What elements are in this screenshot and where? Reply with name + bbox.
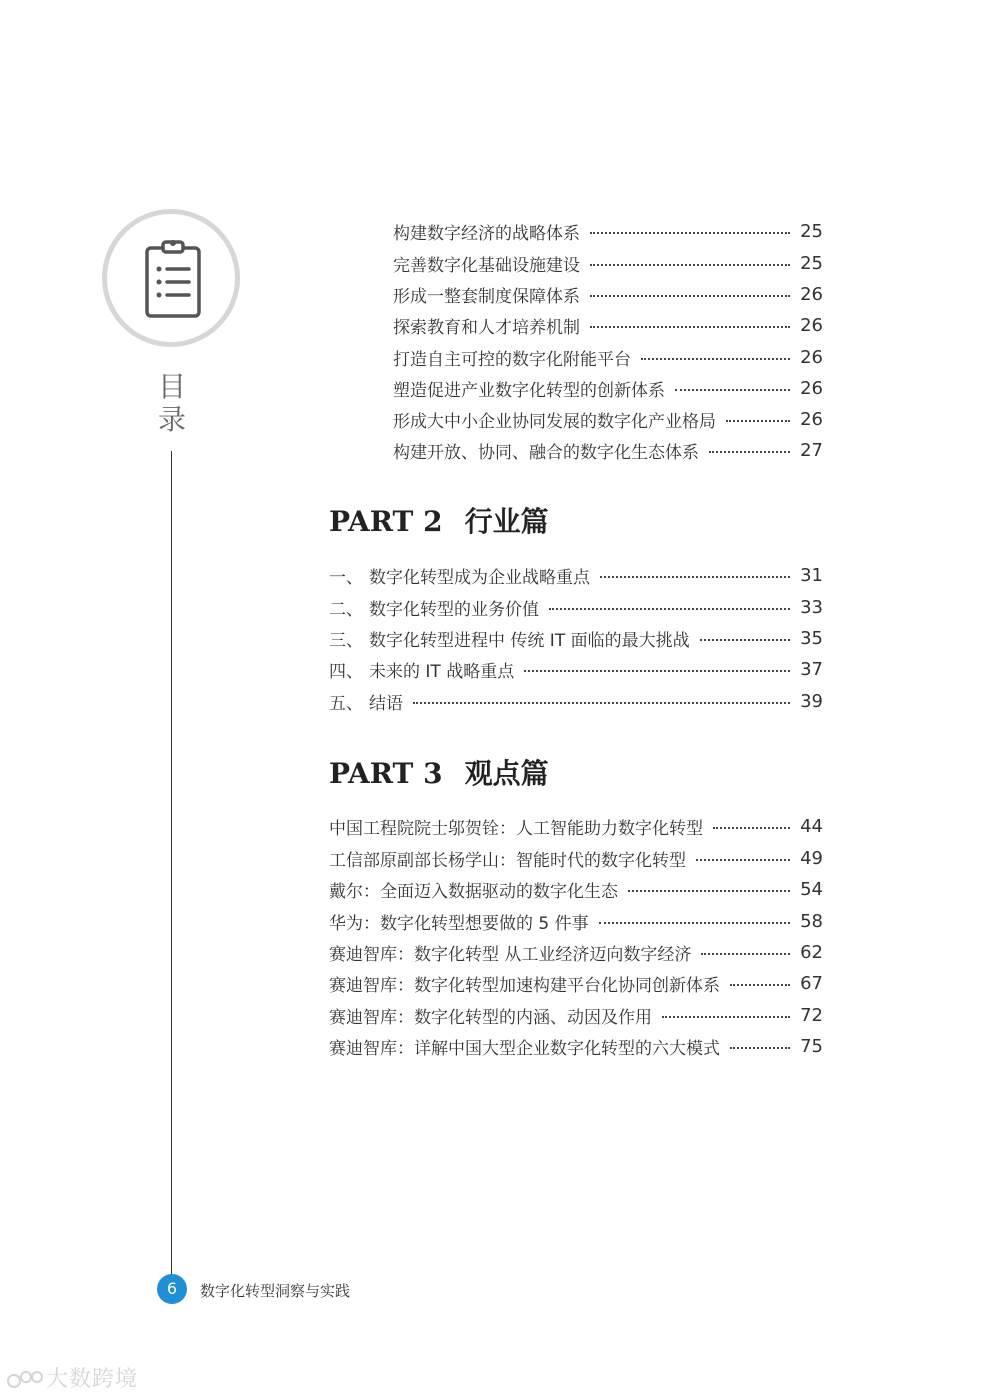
toc-entry-title: [329, 626, 690, 651]
toc-title-char: 录: [157, 403, 186, 436]
dot-leader: [590, 326, 790, 328]
toc-entry-title: [329, 595, 539, 620]
dot-leader: [709, 451, 790, 453]
dot-leader: [549, 608, 790, 610]
toc-entry[interactable]: [393, 250, 823, 276]
toc-entry[interactable]: [329, 908, 823, 934]
page-number-badge: 6: [157, 1274, 187, 1304]
vertical-divider: [171, 451, 172, 1274]
toc-entry-number: 一、: [329, 567, 363, 588]
dot-leader: [662, 1016, 790, 1018]
toc-entry-page: 37: [800, 658, 823, 680]
toc-icon-circle: [102, 209, 240, 347]
toc-entry[interactable]: [329, 813, 823, 839]
toc-entry-title: [329, 689, 403, 714]
toc-entry-page: 35: [800, 627, 823, 649]
toc-entry[interactable]: [393, 344, 823, 370]
toc-entry-page: 72: [800, 1004, 823, 1026]
dot-leader: [700, 639, 790, 641]
toc-entry-text: 数字化转型成为企业战略重点: [369, 567, 590, 588]
toc-entry-title: [329, 657, 514, 682]
part-name: 行业篇: [464, 505, 549, 538]
toc-entry-title: 塑造促进产业数字化转型的创新体系: [393, 380, 665, 401]
part-label: PART 3: [329, 757, 443, 790]
toc-entry-title: 赛迪智库：数字化转型的内涵、动因及作用: [329, 1007, 652, 1028]
toc-entry[interactable]: [329, 625, 823, 651]
toc-entry-page: 26: [800, 314, 823, 336]
toc-entry-page: 31: [800, 564, 823, 586]
toc-entry-page: 26: [800, 283, 823, 305]
toc-entry[interactable]: [393, 406, 823, 432]
toc-entry-page: 39: [800, 690, 823, 712]
part-name: 观点篇: [464, 757, 549, 790]
toc-entry[interactable]: [329, 876, 823, 902]
toc-entry-text: 未来的 IT 战略重点: [369, 661, 515, 682]
toc-entry-page: 75: [800, 1035, 823, 1057]
toc-entry-number: 三、: [329, 630, 363, 651]
toc-entry[interactable]: [393, 281, 823, 307]
toc-entry[interactable]: [329, 656, 823, 682]
toc-entry-page: 25: [800, 252, 823, 274]
toc-entry-text: 数字化转型的业务价值: [369, 599, 539, 620]
toc-entry-page: 49: [800, 847, 823, 869]
toc-entry[interactable]: [329, 1033, 823, 1059]
toc-entry-title: 戴尔：全面迈入数据驱动的数字化生态: [329, 881, 618, 902]
toc-entry-title: 打造自主可控的数字化附能平台: [393, 349, 631, 370]
toc-entry[interactable]: [329, 845, 823, 871]
clipboard-list-icon: [141, 238, 205, 320]
toc-entry-title: [329, 563, 590, 588]
watermark-logo-icon: [6, 1368, 46, 1392]
dot-leader: [641, 358, 790, 360]
toc-entry-page: 67: [800, 972, 823, 994]
toc-entry-number: 五、: [329, 693, 363, 714]
toc-entry[interactable]: [329, 939, 823, 965]
toc-entry-page: 26: [800, 377, 823, 399]
dot-leader: [590, 232, 790, 234]
toc-entry[interactable]: [393, 218, 823, 244]
toc-entry[interactable]: [329, 970, 823, 996]
dot-leader: [590, 264, 790, 266]
dot-leader: [730, 1047, 790, 1049]
dot-leader: [413, 702, 790, 704]
toc-entry[interactable]: [329, 562, 823, 588]
dot-leader: [599, 922, 790, 924]
toc-entry-number: 二、: [329, 599, 363, 620]
dot-leader: [713, 827, 790, 829]
dot-leader: [524, 670, 790, 672]
toc-entry-title: 工信部原副部长杨学山：智能时代的数字化转型: [329, 850, 686, 871]
watermark-text: 大数跨境: [46, 1367, 139, 1392]
toc-entry-text: 数字化转型进程中 传统 IT 面临的最大挑战: [369, 630, 690, 651]
part-3-heading: [329, 752, 549, 792]
toc-entry[interactable]: [329, 688, 823, 714]
toc-entry-page: 62: [800, 941, 823, 963]
toc-entry-title: 赛迪智库：数字化转型加速构建平台化协同创新体系: [329, 975, 720, 996]
toc-entry-title: 赛迪智库：详解中国大型企业数字化转型的六大模式: [329, 1038, 720, 1059]
toc-entry-title: 构建数字经济的战略体系: [393, 223, 580, 244]
toc-title-char: 目: [157, 370, 186, 403]
toc-entry-page: 33: [800, 596, 823, 618]
dot-leader: [590, 295, 790, 297]
toc-title: [155, 370, 189, 436]
toc-entry-page: 58: [800, 910, 823, 932]
toc-entry-page: 54: [800, 878, 823, 900]
toc-entry[interactable]: [393, 437, 823, 463]
toc-entry-number: 四、: [329, 661, 363, 682]
toc-entry-title: 赛迪智库：数字化转型 从工业经济迈向数字经济: [329, 944, 692, 965]
watermark: [6, 1362, 138, 1393]
toc-entry[interactable]: [393, 312, 823, 338]
toc-entry[interactable]: [329, 594, 823, 620]
toc-entry-title: 完善数字化基础设施建设: [393, 255, 580, 276]
footer-book-title: 数字化转型洞察与实践: [200, 1282, 351, 1300]
dot-leader: [726, 420, 790, 422]
toc-entry-page: 26: [800, 408, 823, 430]
toc-entry-page: 25: [800, 220, 823, 242]
dot-leader: [701, 953, 790, 955]
toc-entry-title: 构建开放、协同、融合的数字化生态体系: [393, 442, 699, 463]
dot-leader: [628, 890, 790, 892]
dot-leader: [696, 859, 790, 861]
toc-entry-page: 27: [800, 439, 823, 461]
toc-entry-page: 26: [800, 346, 823, 368]
toc-entry-title: 中国工程院院士邬贺铨：人工智能助力数字化转型: [329, 818, 703, 839]
dot-leader: [600, 576, 790, 578]
dot-leader: [730, 984, 790, 986]
part-label: PART 2: [329, 505, 443, 538]
toc-entry-page: 44: [800, 815, 823, 837]
part-2-heading: [329, 500, 549, 540]
toc-entry-title: 形成一整套制度保障体系: [393, 286, 580, 307]
toc-entry-title: 形成大中小企业协同发展的数字化产业格局: [393, 411, 716, 432]
toc-entry-text: 结语: [369, 693, 403, 714]
toc-entry-title: 华为：数字化转型想要做的 5 件事: [329, 913, 589, 934]
toc-entry[interactable]: [329, 1002, 823, 1028]
toc-entry-title: 探索教育和人才培养机制: [393, 317, 580, 338]
toc-entry[interactable]: [393, 375, 823, 401]
dot-leader: [675, 389, 790, 391]
